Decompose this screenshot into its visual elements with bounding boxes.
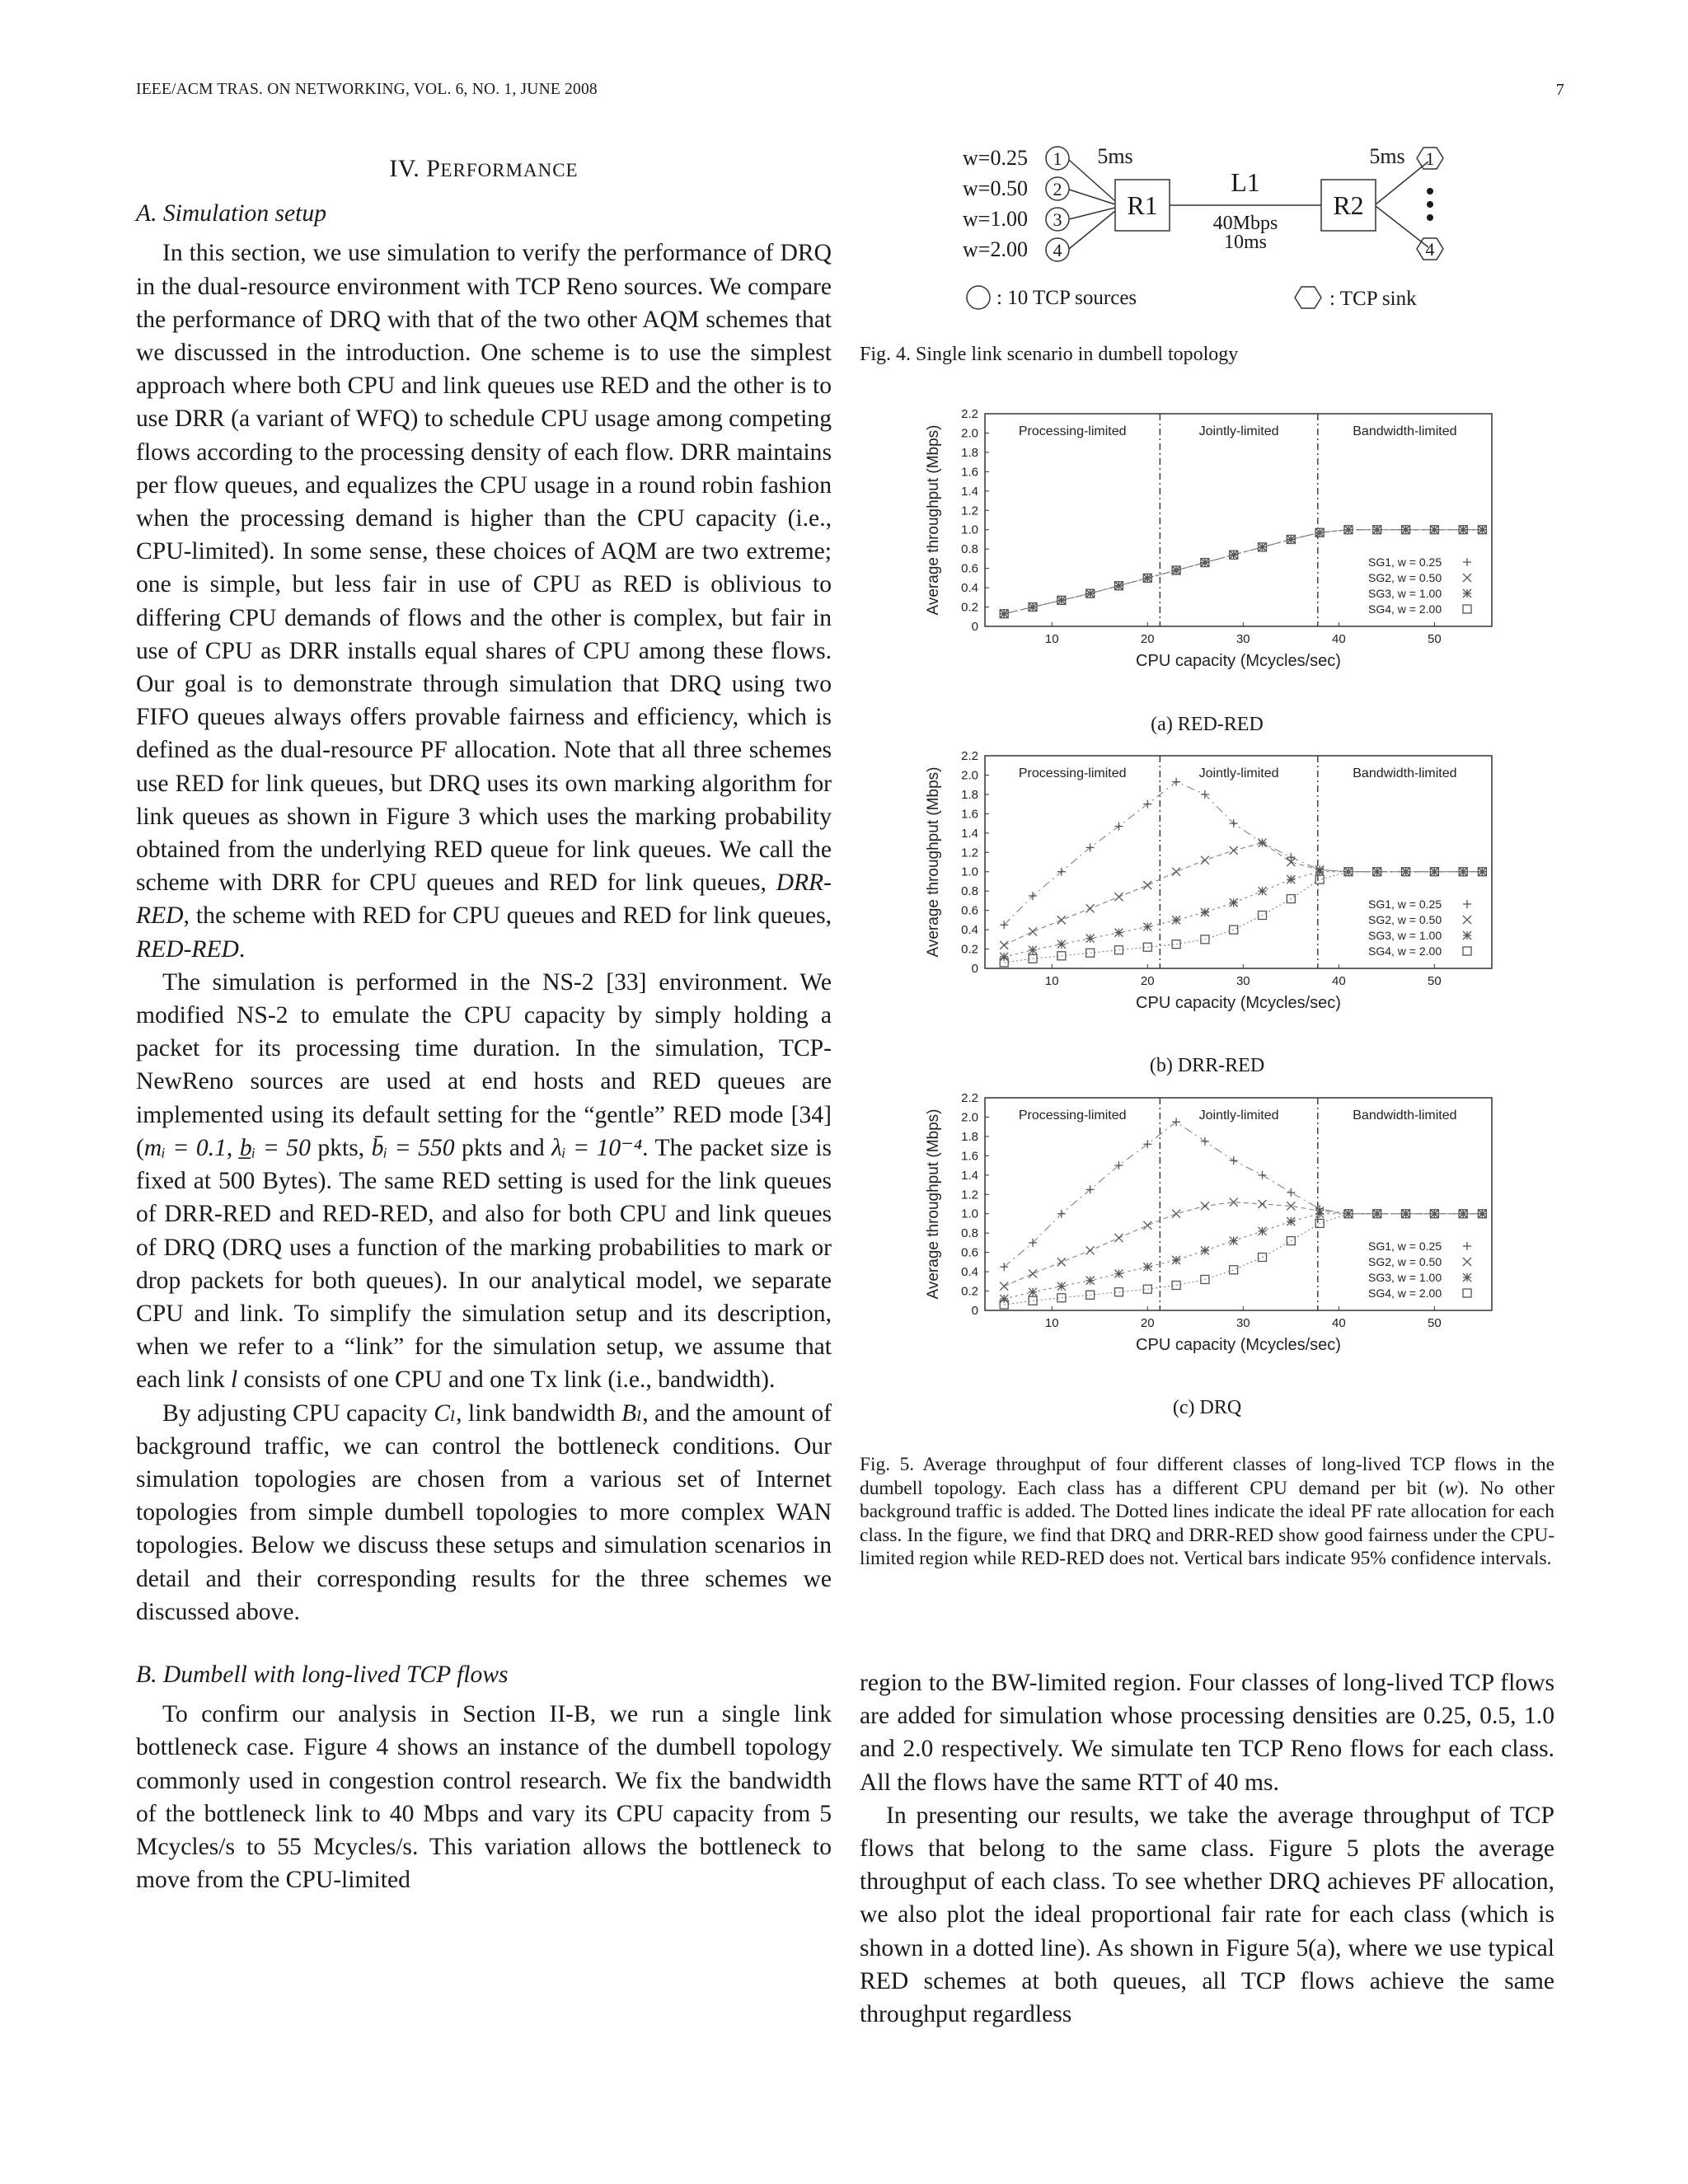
region-label: Bandwidth-limited [1353, 766, 1457, 780]
x-tick-label: 50 [1428, 632, 1442, 646]
paragraph: region to the BW-limited region. Four classes of long-lived TCP flows are added for simulation whose processing densities are 0.25, 0.5, 1.0 and 2.0 respectively. We simulate ten TCP Reno flows for each class. All the flows have the same RTT of 40 ms. [860, 1670, 1554, 1796]
data-point [1463, 947, 1471, 955]
sink-id: 4 [1425, 239, 1435, 260]
paragraph: The simulation is performed in the NS-2 [33] environment. We modified NS-2 to emulate the CPU capacity by simply holding a packet for its processing time duration. In the simulation, TCP-NewReno sources are used at end hosts and RED queues are implemented using its default setting for the “gentle” RED mode [34] (mᵢ = 0.1, b̲ᵢ = 50 pkts, b̄ᵢ = 550 pkts and λᵢ = 10⁻⁴. The packet size is fixed at 500 Bytes). The same RED setting is used for the link queues of DRR-RED and RED-RED, and also for both CPU and link queues of DRQ (DRQ uses a function of the marking probabilities to mark or drop packets for both queues). In our analytical model, we separate CPU and link. To simplify the simulation setup and its description, when we refer to a “link” for the simulation setup, we assume that each link l consists of one CPU and one Tx link (i.e., bandwidth). [136, 968, 832, 1394]
y-tick-label: 2.2 [961, 407, 978, 421]
y-axis-label: Average throughput (Mbps) [925, 766, 942, 958]
y-tick-label: 1.8 [961, 445, 978, 460]
region-label: Bandwidth-limited [1353, 424, 1457, 438]
region-label: Processing-limited [1018, 424, 1127, 438]
fig5b-chart [923, 746, 1500, 1018]
paragraph: In this section, we use simulation to verify the performance of DRQ in the dual-resource environment with TCP Reno sources. We compare the performance of DRQ with that of the two other AQM schemes that we discussed in the introduction. One scheme is to use the simplest approach where both CPU and link queues use RED and the other is to use DRR (a variant of WFQ) to schedule CPU usage among competing flows according to the processing density of each flow. DRR maintains per flow queues, and equalizes the CPU usage in a round robin fashion when the processing demand is higher than the CPU capacity (i.e., CPU-limited). In some sense, these choices of AQM are two extreme; one is simple, but less fair in use of CPU as RED is oblivious to differing CPU demands of flows and the other is complex, but fair in use of CPU as DRR installs equal shares of CPU among these flows. Our goal is to demonstrate through simulation that DRQ using two FIFO queues always offers provable fairness and efficiency, which is defined as the dual-resource PF allocation. Note that all three schemes use RED for link queues, but DRQ uses its own marking algorithm for link queues as shown in Figure 3 which uses the marking probability obtained from the underlying RED queue for link queues. We call the scheme with DRR for CPU queues and RED for link queues, DRR-RED, the scheme with RED for CPU queues and RED for link queues, RED-RED. [136, 240, 832, 963]
y-tick-label: 0.6 [961, 903, 978, 918]
legend-sources: : 10 TCP sources [996, 287, 1137, 309]
x-tick-label: 10 [1044, 974, 1059, 988]
data-point [1463, 605, 1471, 613]
region-label: Jointly-limited [1198, 1108, 1279, 1122]
left-column [136, 152, 832, 1896]
data-point [1315, 875, 1324, 883]
x-axis-label: CPU capacity (Mcycles/sec) [1136, 1336, 1341, 1354]
y-tick-label: 0.6 [961, 1245, 978, 1260]
fig5c-chart [923, 1088, 1500, 1360]
y-tick-label: 0 [971, 620, 978, 634]
x-tick-label: 40 [1331, 1316, 1346, 1330]
y-tick-label: 2.0 [961, 426, 978, 441]
y-tick-label: 1.0 [961, 1207, 978, 1221]
y-tick-label: 2.0 [961, 1110, 978, 1125]
source-id: 2 [1053, 179, 1062, 199]
source-id: 3 [1053, 209, 1062, 230]
legend-entry: SG4, w = 2.00 [1368, 602, 1442, 616]
delay-right: 5ms [1369, 144, 1405, 168]
paragraph: To confirm our analysis in Section II-B, we run a single link bottleneck case. Figure 4 shows an instance of the dumbell topology commonly used in congestion control research. We fix the bandwidth of the bottleneck link to 40 Mbps and vary its CPU capacity from 5 Mcycles/s to 55 Mcycles/s. This variation allows the bottleneck to move from the CPU-limited [136, 1701, 832, 1894]
x-tick-label: 30 [1236, 974, 1250, 988]
region-label: Processing-limited [1018, 1108, 1127, 1122]
data-point [1230, 1266, 1238, 1274]
paragraph: By adjusting CPU capacity Cₗ, link bandwidth Bₗ, and the amount of background traffic, we can control the bottleneck conditions. Our simulation topologies are chosen from a various set of Internet topologies from simple dumbell topologies to more complex WAN topologies. Below we discuss these setups and simulation scenarios in detail and their corresponding results for the three schemes we discussed above. [136, 1399, 832, 1625]
running-header [136, 81, 1564, 105]
y-tick-label: 0.4 [961, 581, 978, 596]
y-tick-label: 0.8 [961, 884, 978, 899]
y-tick-label: 2.2 [961, 1091, 978, 1105]
fig5a-subcaption: (a) RED-RED [1151, 714, 1264, 735]
y-tick-label: 0.4 [961, 1265, 978, 1280]
weight-label: w=0.25 [963, 146, 1028, 170]
x-tick-label: 30 [1236, 632, 1250, 646]
y-tick-label: 1.2 [961, 846, 978, 860]
x-tick-label: 30 [1236, 1316, 1250, 1330]
source-id: 1 [1053, 148, 1062, 169]
router-r2: R2 [1333, 190, 1364, 220]
x-tick-label: 50 [1428, 1316, 1442, 1330]
fig4-caption: Fig. 4. Single link scenario in dumbell topology [860, 344, 1239, 365]
link-name: L1 [1231, 167, 1260, 197]
legend-entry: SG1, w = 0.25 [1368, 1240, 1442, 1253]
y-tick-label: 1.0 [961, 865, 978, 879]
fig4-topology-diagram [860, 140, 1554, 330]
y-tick-label: 1.6 [961, 465, 978, 480]
legend-entry: SG3, w = 1.00 [1368, 1271, 1442, 1284]
source-id: 4 [1053, 240, 1062, 260]
legend-entry: SG4, w = 2.00 [1368, 944, 1442, 958]
y-tick-label: 0.8 [961, 542, 978, 557]
y-tick-label: 1.2 [961, 1188, 978, 1202]
weight-label: w=0.50 [963, 176, 1028, 200]
y-tick-label: 0 [971, 962, 978, 976]
legend-entry: SG1, w = 0.25 [1368, 898, 1442, 911]
legend-sink: : TCP sink [1329, 288, 1417, 310]
x-tick-label: 10 [1044, 632, 1059, 646]
y-tick-label: 1.0 [961, 523, 978, 537]
x-tick-label: 40 [1331, 632, 1346, 646]
legend-entry: SG1, w = 0.25 [1368, 555, 1442, 569]
y-tick-label: 2.0 [961, 768, 978, 783]
legend-entry: SG3, w = 1.00 [1368, 929, 1442, 942]
legend-entry: SG3, w = 1.00 [1368, 587, 1442, 600]
x-tick-label: 20 [1140, 1316, 1155, 1330]
legend-entry: SG2, w = 0.50 [1368, 1255, 1442, 1268]
y-tick-label: 1.4 [961, 1168, 978, 1183]
x-tick-label: 50 [1428, 974, 1442, 988]
x-axis-label: CPU capacity (Mcycles/sec) [1136, 652, 1341, 670]
fig5b-subcaption: (b) DRR-RED [1149, 1055, 1265, 1076]
y-tick-label: 0.4 [961, 923, 978, 938]
y-tick-label: 1.2 [961, 504, 978, 518]
legend-entry: SG2, w = 0.50 [1368, 571, 1442, 584]
x-tick-label: 10 [1044, 1316, 1059, 1330]
y-tick-label: 0 [971, 1304, 978, 1318]
x-tick-label: 20 [1140, 974, 1155, 988]
y-tick-label: 1.6 [961, 807, 978, 822]
region-label: Bandwidth-limited [1353, 1108, 1457, 1122]
x-tick-label: 40 [1331, 974, 1346, 988]
y-axis-label: Average throughput (Mbps) [925, 1108, 942, 1300]
legend-entry: SG2, w = 0.50 [1368, 913, 1442, 926]
y-tick-label: 1.8 [961, 1129, 978, 1144]
subsection-heading-a: A. Simulation setup [136, 200, 326, 227]
y-axis-label: Average throughput (Mbps) [925, 424, 942, 616]
page-number: 7 [1555, 81, 1564, 99]
section-title: IV. PERFORMANCE [389, 155, 579, 182]
fig5-caption: Fig. 5. Average throughput of four different classes of long-lived TCP flows in the dumbell topology. Each class has a different CPU demand per bit (w). No other background traffic is added. The Dotted lines indicate the ideal PF rate allocation for each class. In the figure, we find that DRQ and DRR-RED show good fairness under the CPU-limited region while RED-RED does not. Vertical bars indicate 95% confidence intervals. [860, 1454, 1554, 1570]
y-tick-label: 0.2 [961, 1284, 978, 1299]
router-r1: R1 [1127, 190, 1158, 220]
fig5c-subcaption: (c) DRQ [1172, 1397, 1242, 1418]
sink-id: 1 [1425, 148, 1435, 169]
right-column-text [860, 1666, 1554, 2031]
weight-label: w=1.00 [963, 207, 1028, 231]
y-tick-label: 0.6 [961, 561, 978, 576]
link-bandwidth: 40Mbps [1212, 213, 1278, 234]
paragraph: In presenting our results, we take the average throughput of TCP flows that belong to the same class. Figure 5 plots the average throughput of each class. To see whether DRQ achieves PF allocation, we also plot the ideal proportional fair rate for each class (which is shown in a dotted line). As shown in Figure 5(a), where we use typical RED schemes at both queues, all TCP flows achieve the same throughput regardless [860, 1802, 1554, 2028]
y-tick-label: 2.2 [961, 749, 978, 763]
region-label: Jointly-limited [1198, 424, 1279, 438]
y-tick-label: 0.2 [961, 600, 978, 615]
link-delay: 10ms [1223, 232, 1268, 253]
y-tick-label: 0.8 [961, 1226, 978, 1241]
journal-name: IEEE/ACM TRAS. ON NETWORKING, VOL. 6, NO. 1, JUNE 2008 [136, 81, 598, 98]
x-tick-label: 20 [1140, 632, 1155, 646]
data-point [1463, 1289, 1471, 1297]
weight-label: w=2.00 [963, 237, 1028, 261]
region-label: Jointly-limited [1198, 766, 1279, 780]
y-tick-label: 1.4 [961, 826, 978, 841]
region-label: Processing-limited [1018, 766, 1127, 780]
subsection-heading-b: B. Dumbell with long-lived TCP flows [136, 1661, 509, 1688]
y-tick-label: 1.4 [961, 484, 978, 499]
legend-entry: SG4, w = 2.00 [1368, 1286, 1442, 1300]
delay-left: 5ms [1097, 144, 1133, 168]
x-axis-label: CPU capacity (Mcycles/sec) [1136, 994, 1341, 1012]
y-tick-label: 0.2 [961, 942, 978, 957]
data-point [1230, 926, 1238, 934]
y-tick-label: 1.8 [961, 787, 978, 802]
fig5a-chart [923, 404, 1500, 676]
y-tick-label: 1.6 [961, 1149, 978, 1164]
